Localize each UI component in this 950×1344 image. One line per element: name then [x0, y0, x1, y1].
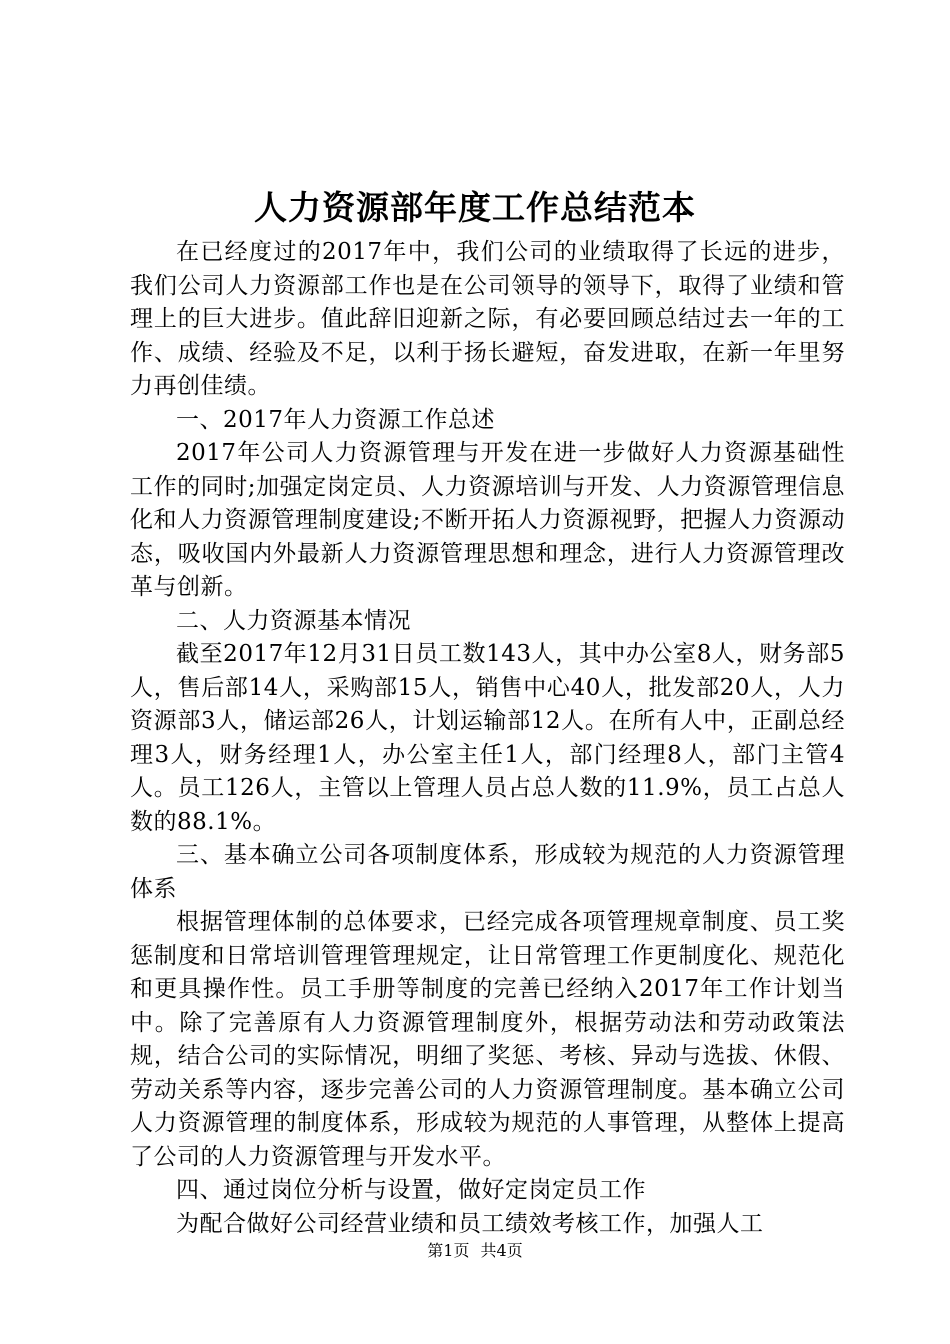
- section-heading-3: 三、基本确立公司各项制度体系，形成较为规范的人力资源管理体系: [130, 842, 845, 902]
- section-heading-2: 二、人力资源基本情况: [176, 607, 411, 634]
- paragraph-section-4: 为配合做好公司经营业绩和员工绩效考核工作，加强人工: [176, 1210, 764, 1237]
- page-footer: [0, 1239, 950, 1263]
- section-heading-4: 四、通过岗位分析与设置，做好定岗定员工作: [176, 1177, 646, 1203]
- paragraph-intro: 在已经度过的2017年中，我们公司的业绩取得了长远的进步，我们公司人力资源部工作也是在公司领导的领导下，取得了业绩和管理上的巨大进步。值此辞旧迎新之际，有必要回顾总结过去一年的工作、成绩、经验及不足，以利于扬长避短，奋发进取，在新一年里努力再创佳绩。: [130, 239, 845, 399]
- document-title: 人力资源部年度工作总结范本: [254, 188, 696, 227]
- paragraph-section-1: 2017年公司人力资源管理与开发在进一步做好人力资源基础性工作的同时;加强定岗定员、人力资源培训与开发、人力资源管理信息化和人力资源管理制度建设;不断开拓人力资源视野，把握人力资源动态，吸收国内外最新人力资源管理思想和理念，进行人力资源管理改革与创新。: [130, 440, 845, 600]
- page-total: 共4页: [480, 1241, 523, 1260]
- paragraph-section-2: 截至2017年12月31日员工数143人，其中办公室8人，财务部5人，售后部14人，采购部15人，销售中心40人，批发部20人，人力资源部3人，储运部26人，计划运输部12人。在所有人中，正副总经理3人，财务经理1人，办公室主任1人，部门经理8人，部门主管4人。员工126人，主管以上管理人员占总人数的11.9%，员工占总人数的88.1%。: [130, 641, 845, 835]
- page-number: 第1页: [427, 1241, 470, 1260]
- paragraph-section-3: 根据管理体制的总体要求，已经完成各项管理规章制度、员工奖惩制度和日常培训管理管理规定，让日常管理工作更制度化、规范化和更具操作性。员工手册等制度的完善已经纳入2017年工作计划当中。除了完善原有人力资源管理制度外，根据劳动法和劳动政策法规，结合公司的实际情况，明细了奖惩、考核、异动与选拔、休假、劳动关系等内容，逐步完善公司的人力资源管理制度。基本确立公司人力资源管理的制度体系，形成较为规范的人事管理，从整体上提高了公司的人力资源管理与开发水平。: [130, 909, 845, 1170]
- section-heading-1: 一、2017年人力资源工作总述: [176, 406, 496, 433]
- document-body: [130, 236, 845, 1241]
